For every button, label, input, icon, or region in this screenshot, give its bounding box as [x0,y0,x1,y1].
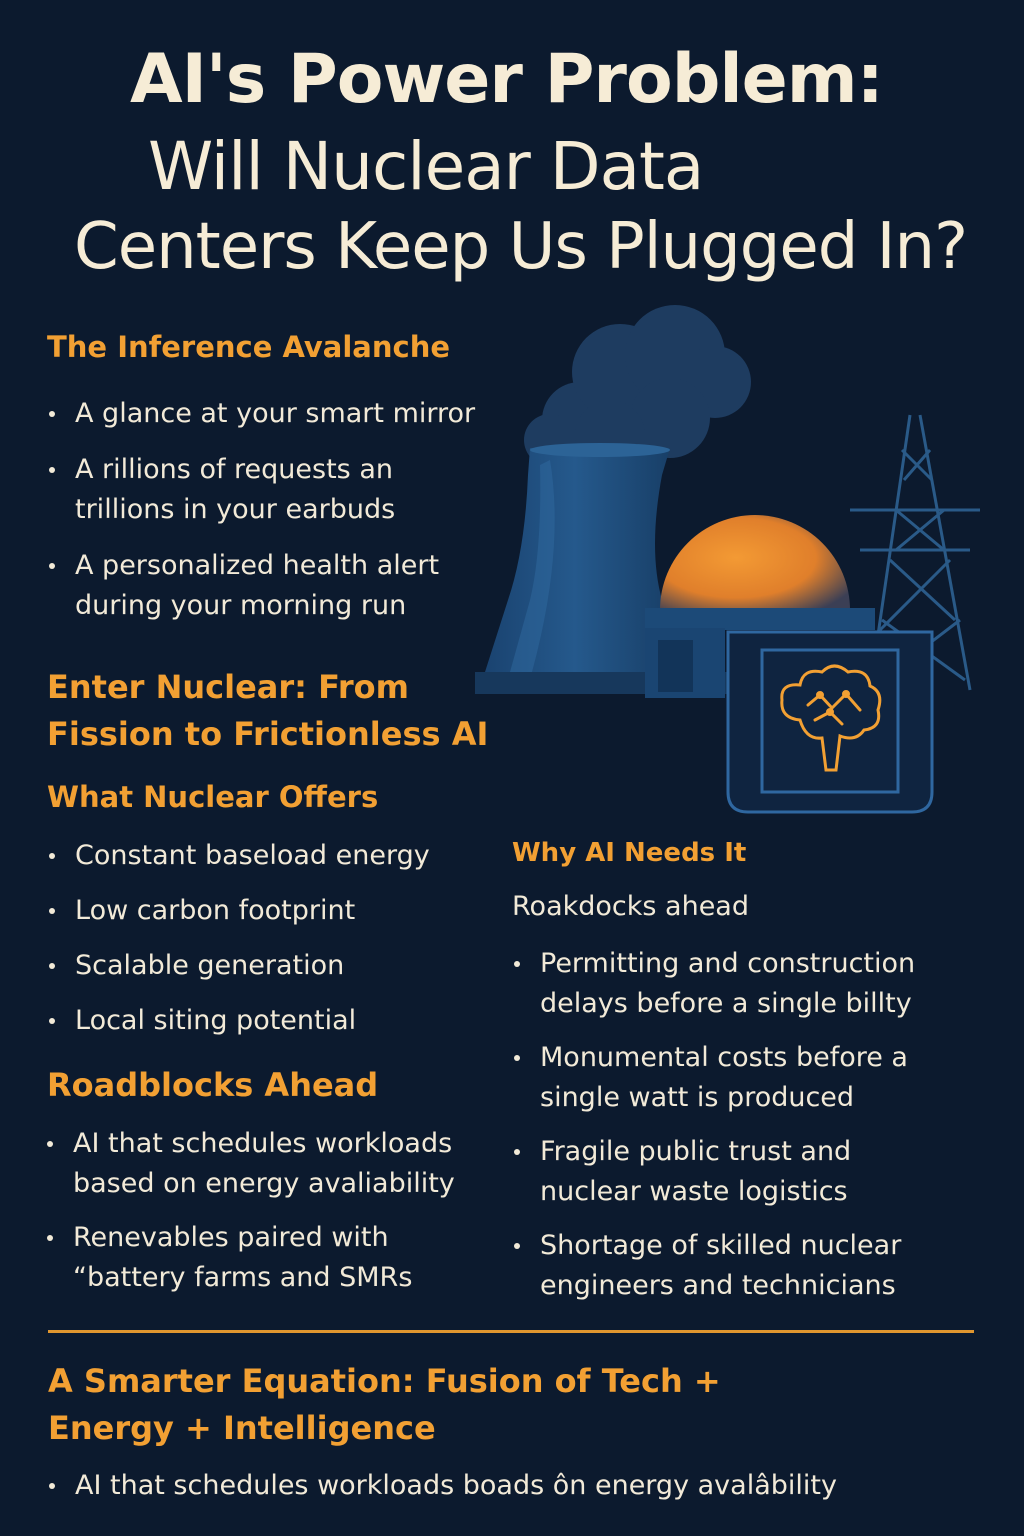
list-item-line: based on energy avaliability [73,1168,455,1199]
inference-heading: The Inference Avalanche [47,330,451,364]
list-item [512,1132,915,1212]
list-item [512,944,915,1024]
list-item-line: AI that schedules workloads boads ôn energy avalâbility [75,1470,837,1501]
list-item: Low carbon footprint [47,891,430,931]
nuclear-heading [47,664,488,758]
why-heading: Why AI Needs It [512,838,747,868]
list-item-line: delays before a single billty [540,988,912,1019]
page-title-line-3: Centers Keep Us Plugged In? [74,210,968,284]
why-subheading: Roakdocks ahead [512,891,749,922]
list-item [45,1218,455,1298]
list-item-line: “battery farms and SMRs [73,1262,413,1293]
inference-list [47,394,475,626]
ai-chip-panel [728,632,932,812]
why-list [512,944,915,1306]
roadblocks-list [45,1124,455,1298]
list-item: Scalable generation [47,946,430,986]
smarter-heading-line-2: Energy + Intelligence [48,1409,436,1447]
list-item [47,394,475,434]
list-item-line: Permitting and construction [540,948,916,979]
list-item: Local siting potential [47,1001,430,1041]
list-item-line: single watt is produced [540,1082,855,1113]
list-item-line: A rillions of requests an [75,454,393,485]
list-item-line: A glance at your smart mirror [75,398,476,429]
smarter-heading [48,1358,721,1452]
list-item-line: Monumental costs before a [540,1042,908,1073]
nuclear-heading-line-2: Fission to Frictionless AI [47,715,489,753]
list-item [512,1226,915,1306]
list-item: Constant baseload energy [47,836,430,876]
list-item-line: engineers and technicians [540,1270,896,1301]
offers-heading: What Nuclear Offers [47,780,379,814]
nuclear-illustration [470,300,990,820]
roadblocks-heading: Roadblocks Ahead [47,1066,379,1104]
list-item [47,1466,837,1506]
nuclear-heading-line-1: Enter Nuclear: From [47,668,409,706]
page-title-line-2: Will Nuclear Data [148,128,704,205]
list-item-line: during your morning run [75,590,407,621]
list-item [47,546,475,626]
list-item-line: A personalized health alert [75,550,440,581]
offers-list [47,836,430,1041]
smarter-list [47,1466,837,1506]
list-item-line: nuclear waste logistics [540,1176,848,1207]
list-item-line: trillions in your earbuds [75,494,396,525]
list-item-line: AI that schedules workloads [73,1128,453,1159]
list-item-line: Renevables paired with [73,1222,389,1253]
list-item-line: Shortage of skilled nuclear [540,1230,902,1261]
list-item-line: Fragile public trust and [540,1136,852,1167]
section-divider [48,1330,974,1333]
list-item [512,1038,915,1118]
list-item [45,1124,455,1204]
list-item [47,450,475,530]
page-title: AI's Power Problem: [130,40,883,119]
smarter-heading-line-1: A Smarter Equation: Fusion of Tech + [48,1362,721,1400]
